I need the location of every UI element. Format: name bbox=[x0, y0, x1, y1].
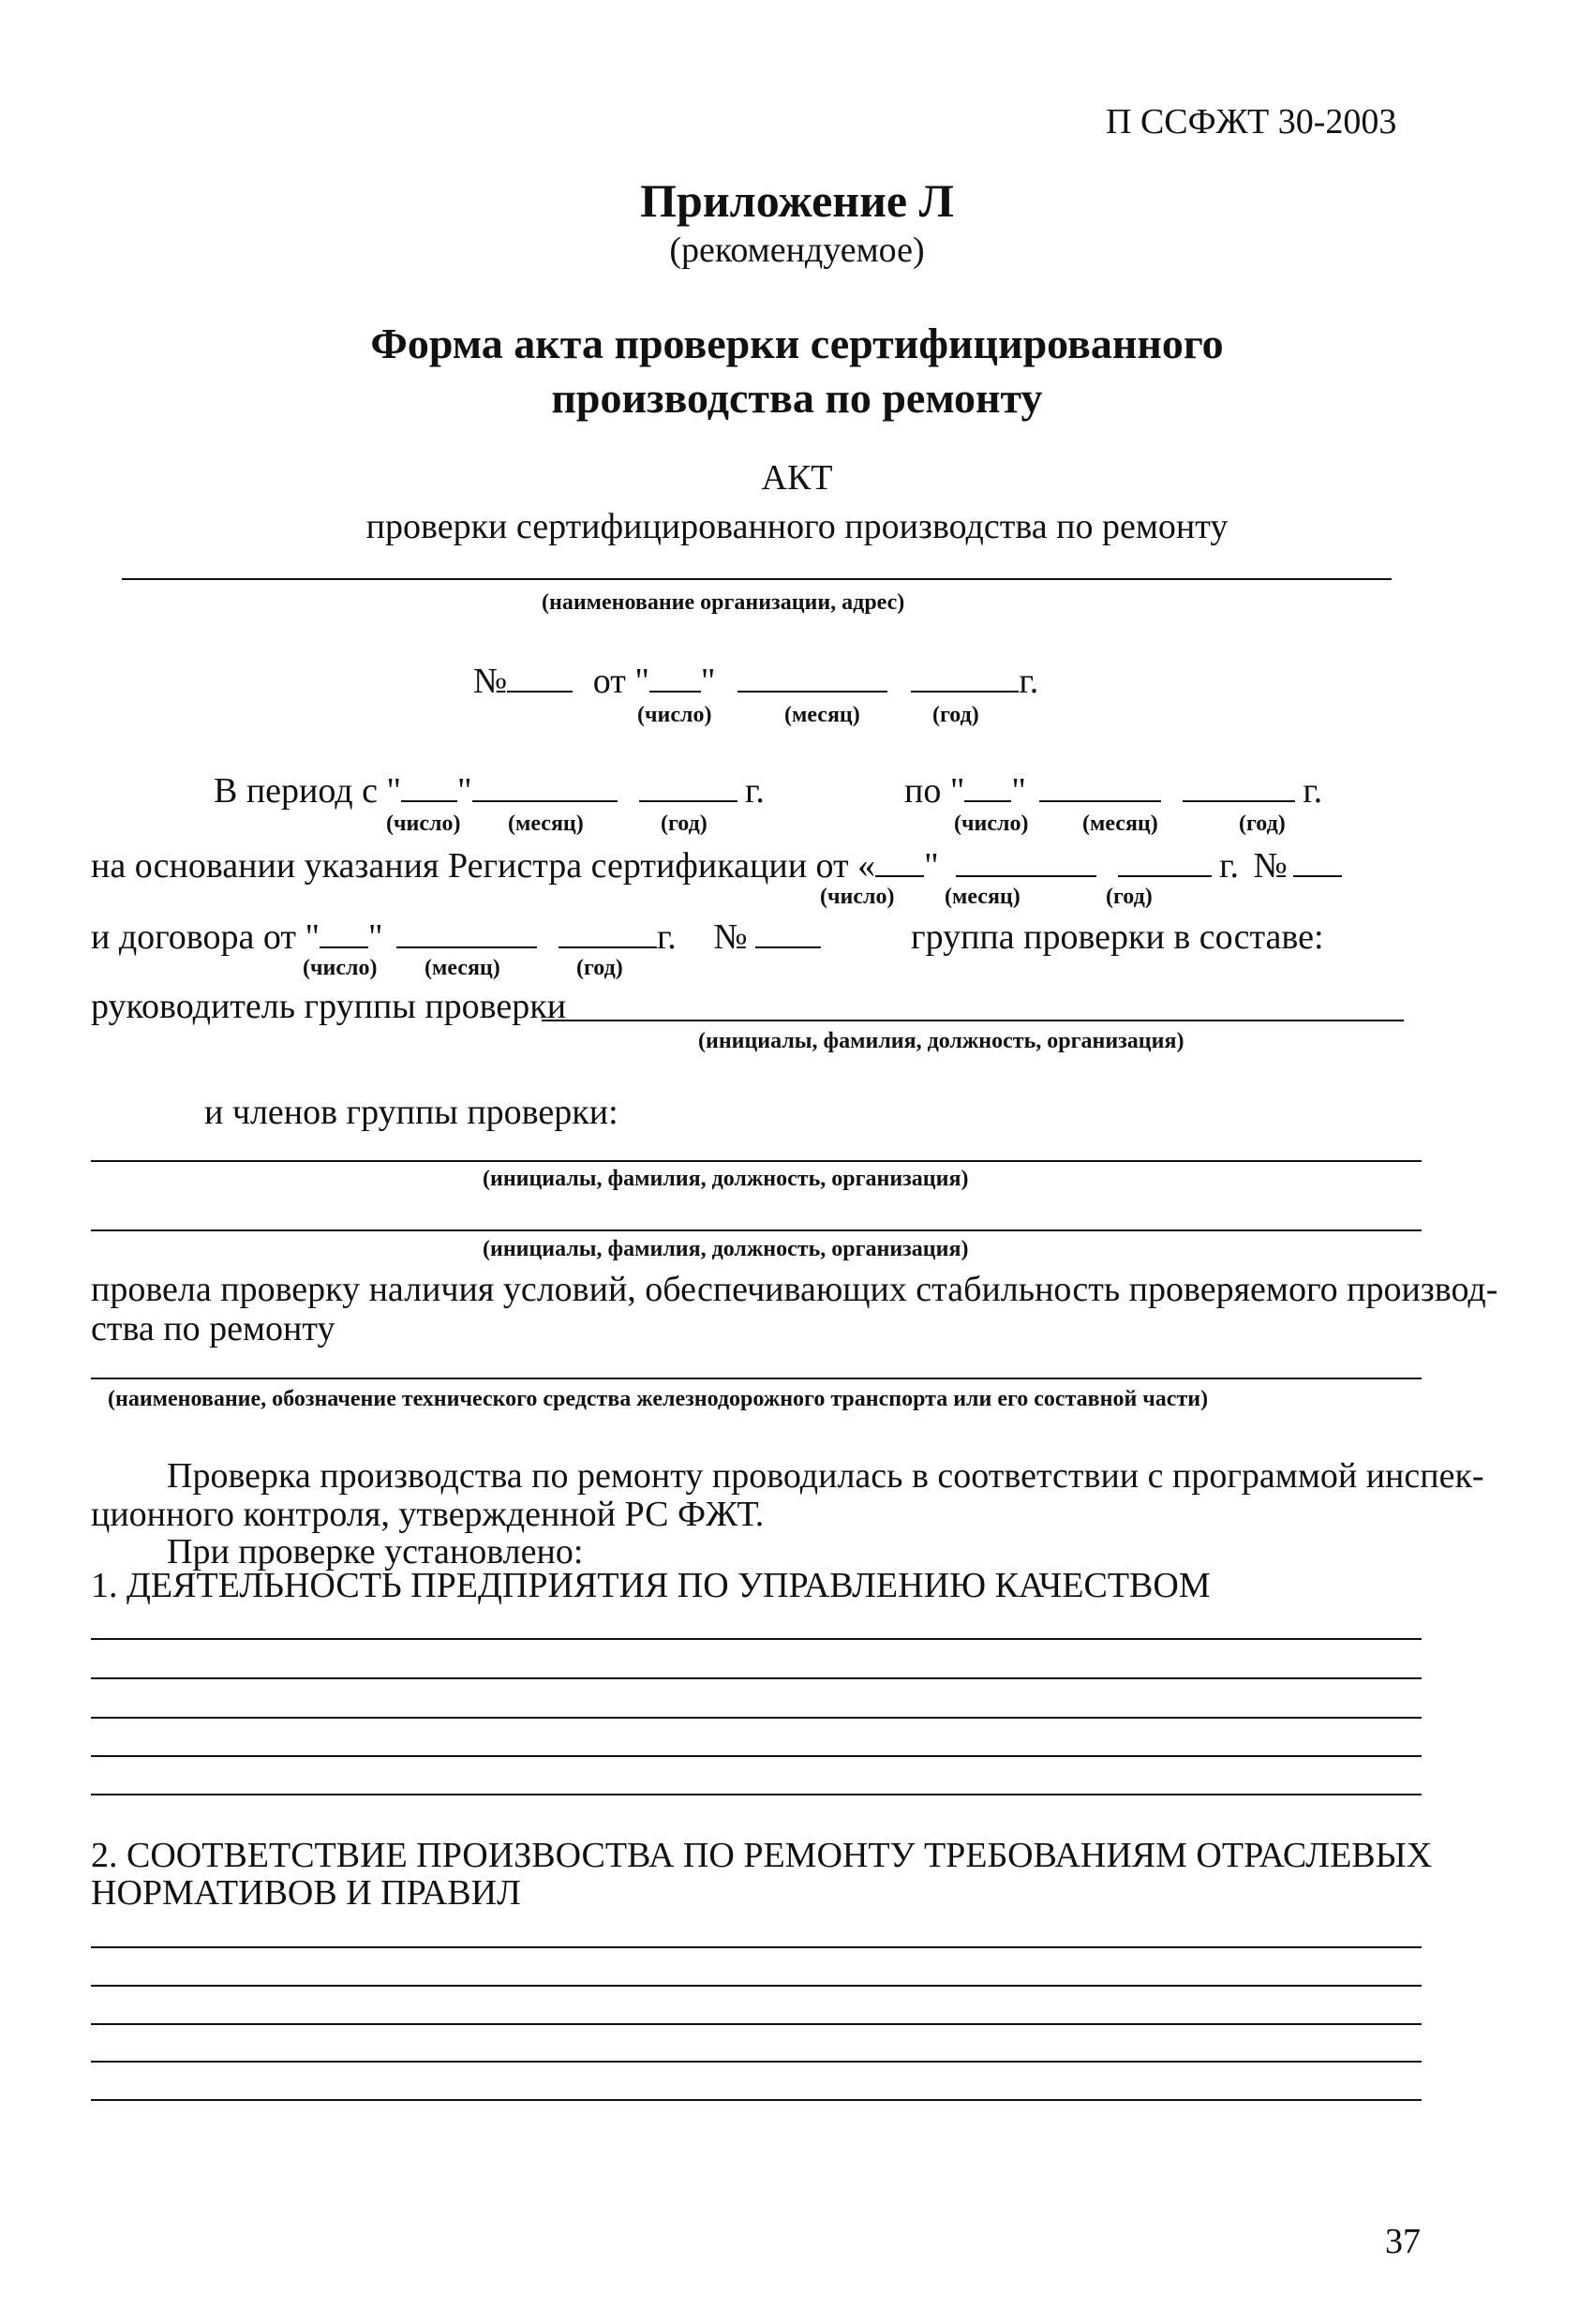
contract-year-field[interactable] bbox=[559, 918, 657, 948]
period-from-year-caption: (год) bbox=[661, 812, 708, 836]
member-line-1[interactable] bbox=[91, 1160, 1422, 1162]
period-from-row: В период с " " г. bbox=[214, 771, 765, 811]
act-number-field[interactable] bbox=[507, 663, 573, 693]
period-from-month-caption: (месяц) bbox=[508, 812, 584, 836]
contract-day-caption: (число) bbox=[303, 956, 378, 980]
section-2-line-3[interactable] bbox=[91, 2023, 1422, 2025]
basis-year-field[interactable] bbox=[1118, 847, 1212, 877]
contract-year-caption: (год) bbox=[576, 956, 623, 980]
period-from-day-caption: (число) bbox=[386, 812, 461, 836]
member-caption-2: (инициалы, фамилия, должность, организация) bbox=[483, 1237, 969, 1261]
appendix-subtitle: (рекомендуемое) bbox=[669, 231, 925, 270]
period-to-day-field[interactable] bbox=[964, 772, 1011, 802]
basis-number-field[interactable] bbox=[1293, 847, 1342, 877]
appendix-title: Приложение Л bbox=[640, 174, 954, 227]
period-to-month-field[interactable] bbox=[1039, 772, 1161, 802]
contract-row: и договора от " " г. № bbox=[91, 916, 821, 958]
form-title-line1: Форма акта проверки сертифицированного bbox=[370, 320, 1224, 367]
section-1-line-4[interactable] bbox=[91, 1755, 1422, 1757]
section-1-line-3[interactable] bbox=[91, 1717, 1422, 1719]
contract-month-caption: (месяц) bbox=[425, 956, 500, 980]
page-number: 37 bbox=[1385, 2222, 1421, 2261]
section-2-line-2[interactable] bbox=[91, 1985, 1422, 1987]
member-caption-1: (инициалы, фамилия, должность, организация) bbox=[483, 1167, 969, 1191]
period-from-day-field[interactable] bbox=[401, 772, 457, 802]
org-address-caption: (наименование организации, адрес) bbox=[542, 590, 905, 615]
section-2-heading-line1: 2. СООТВЕТСТВИЕ ПРОИЗВОСТВА ПО РЕМОНТУ ТРЕБОВАНИЯМ ОТРАСЛЕВЫХ bbox=[91, 1836, 1433, 1875]
leader-label: руководитель группы проверки bbox=[91, 987, 567, 1026]
section-2-heading-line2: НОРМАТИВОВ И ПРАВИЛ bbox=[91, 1873, 521, 1913]
check-text-1: Проверка производства по ремонту проводилась в соответствии с программой инспек- bbox=[167, 1456, 1484, 1496]
vehicle-line[interactable] bbox=[91, 1378, 1422, 1379]
act-year-caption: (год) bbox=[932, 703, 979, 727]
act-year-field[interactable] bbox=[911, 663, 1019, 693]
basis-month-caption: (месяц) bbox=[945, 885, 1020, 909]
leader-caption: (инициалы, фамилия, должность, организация) bbox=[698, 1029, 1184, 1053]
period-to-row: по " " г. bbox=[904, 771, 1323, 811]
check-text-2: ционного контроля, утвержденной РС ФЖТ. bbox=[91, 1495, 765, 1534]
conducted-text-2: ства по ремонту bbox=[91, 1309, 335, 1348]
document-code: П ССФЖТ 30-2003 bbox=[1106, 102, 1397, 142]
section-1-heading: 1. ДЕЯТЕЛЬНОСТЬ ПРЕДПРИЯТИЯ ПО УПРАВЛЕНИЮ КАЧЕСТВОМ bbox=[91, 1566, 1211, 1605]
org-address-line[interactable] bbox=[122, 578, 1392, 580]
act-day-field[interactable] bbox=[649, 663, 701, 693]
basis-day-field[interactable] bbox=[875, 847, 924, 877]
act-number-label: № от " " г. bbox=[473, 662, 1039, 701]
section-1-line-1[interactable] bbox=[91, 1638, 1422, 1640]
group-composition-label: группа проверки в составе: bbox=[911, 917, 1324, 957]
member-line-2[interactable] bbox=[91, 1229, 1422, 1231]
period-from-year-field[interactable] bbox=[639, 772, 737, 802]
act-month-field[interactable] bbox=[737, 663, 887, 693]
basis-day-caption: (число) bbox=[820, 885, 895, 909]
section-2-line-1[interactable] bbox=[91, 1946, 1422, 1948]
basis-year-caption: (год) bbox=[1106, 885, 1153, 909]
act-month-caption: (месяц) bbox=[784, 703, 860, 727]
act-title: АКТ bbox=[761, 458, 833, 498]
act-subtitle: проверки сертифицированного производства по ремонту bbox=[365, 507, 1229, 546]
section-1-line-2[interactable] bbox=[91, 1677, 1422, 1679]
section-2-line-5[interactable] bbox=[91, 2099, 1422, 2101]
period-to-year-field[interactable] bbox=[1183, 772, 1295, 802]
act-day-caption: (число) bbox=[637, 703, 712, 727]
vehicle-caption: (наименование, обозначение технического средства железнодорожного транспорта или его составной части) bbox=[108, 1387, 1209, 1411]
contract-month-field[interactable] bbox=[396, 918, 537, 948]
section-2-line-4[interactable] bbox=[91, 2061, 1422, 2063]
period-to-year-caption: (год) bbox=[1239, 812, 1286, 836]
section-1-line-5[interactable] bbox=[91, 1794, 1422, 1795]
basis-month-field[interactable] bbox=[956, 847, 1096, 877]
found-label: При проверке установлено: bbox=[167, 1532, 584, 1572]
period-to-month-caption: (месяц) bbox=[1082, 812, 1158, 836]
leader-line[interactable] bbox=[542, 1020, 1404, 1021]
basis-row: на основании указания Регистра сертификации от « " г. № bbox=[91, 845, 1342, 886]
period-from-month-field[interactable] bbox=[472, 772, 618, 802]
members-label: и членов группы проверки: bbox=[204, 1093, 618, 1132]
contract-day-field[interactable] bbox=[320, 918, 368, 948]
period-to-day-caption: (число) bbox=[954, 812, 1029, 836]
contract-number-field[interactable] bbox=[755, 918, 821, 948]
conducted-text-1: провела проверку наличия условий, обеспечивающих стабильность проверяемого производ- bbox=[91, 1270, 1498, 1309]
form-title-line2: производства по ремонту bbox=[551, 374, 1043, 422]
